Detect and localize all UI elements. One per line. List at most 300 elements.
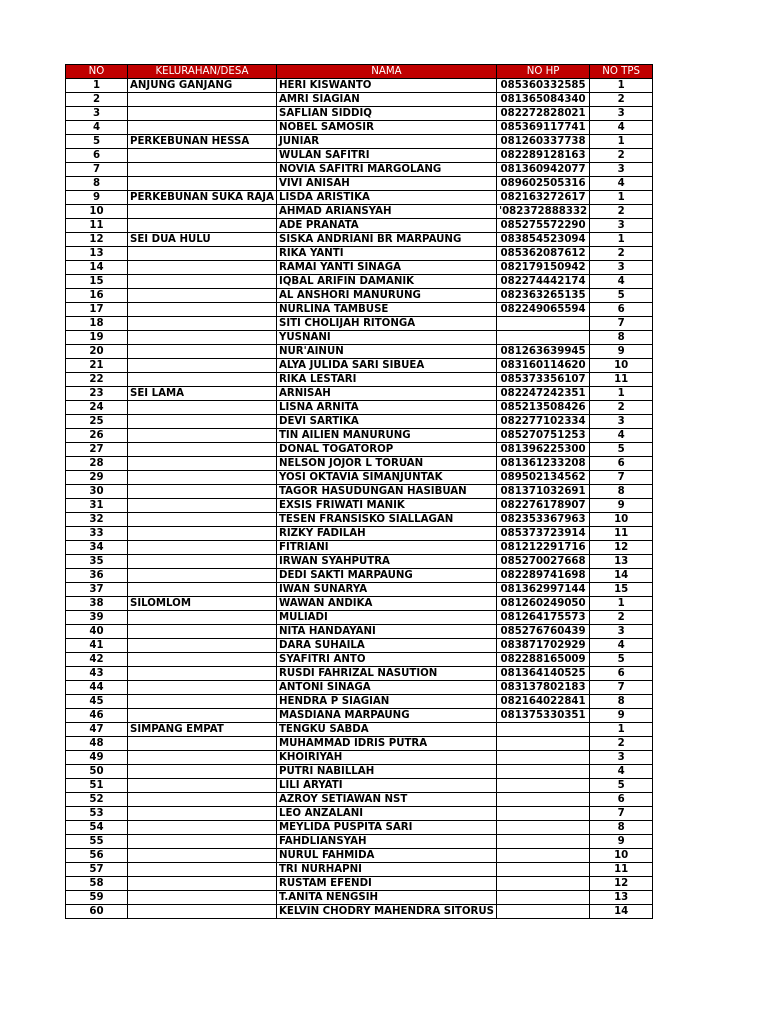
cell-kelurahan: SIMPANG EMPAT (128, 723, 277, 737)
cell-no: 2 (66, 93, 128, 107)
cell-nama: MUHAMMAD IDRIS PUTRA (276, 737, 496, 751)
cell-no: 43 (66, 667, 128, 681)
cell-no: 20 (66, 345, 128, 359)
cell-nama: RUSTAM EFENDI (276, 877, 496, 891)
cell-nama: DARA SUHAILA (276, 639, 496, 653)
cell-nama: ADE PRANATA (276, 219, 496, 233)
table-row (66, 331, 653, 345)
cell-nama: FAHDLIANSYAH (276, 835, 496, 849)
cell-no-hp (496, 751, 589, 765)
table-row (66, 317, 653, 331)
cell-no-tps: 1 (590, 79, 653, 93)
cell-no-tps: 1 (590, 135, 653, 149)
cell-no-hp: 085276760439 (496, 625, 589, 639)
cell-no: 47 (66, 723, 128, 737)
table-row (66, 639, 653, 653)
cell-kelurahan: PERKEBUNAN HESSA (128, 135, 277, 149)
cell-no-tps: 6 (590, 667, 653, 681)
cell-nama: AL ANSHORI MANURUNG (276, 289, 496, 303)
cell-kelurahan (128, 429, 277, 443)
cell-nama: TAGOR HASUDUNGAN HASIBUAN (276, 485, 496, 499)
cell-no-hp (496, 765, 589, 779)
cell-no-hp: 085275572290 (496, 219, 589, 233)
cell-no-tps: 2 (590, 737, 653, 751)
header-nama: NAMA (276, 65, 496, 79)
cell-no: 54 (66, 821, 128, 835)
header-row (66, 65, 653, 79)
cell-no: 19 (66, 331, 128, 345)
cell-no: 23 (66, 387, 128, 401)
cell-nama: IQBAL ARIFIN DAMANIK (276, 275, 496, 289)
cell-no-hp: 082289741698 (496, 569, 589, 583)
cell-kelurahan: ANJUNG GANJANG (128, 79, 277, 93)
table-row (66, 821, 653, 835)
cell-no-hp: 082164022841 (496, 695, 589, 709)
table-row (66, 849, 653, 863)
header-no: NO (66, 65, 128, 79)
cell-no-hp (496, 723, 589, 737)
cell-no-hp: 081396225300 (496, 443, 589, 457)
table-row (66, 275, 653, 289)
cell-no-hp: 085213508426 (496, 401, 589, 415)
table-row (66, 793, 653, 807)
table-row (66, 415, 653, 429)
table-row (66, 485, 653, 499)
cell-no-tps: 3 (590, 219, 653, 233)
cell-kelurahan (128, 513, 277, 527)
cell-no-tps: 1 (590, 233, 653, 247)
cell-no-tps: 12 (590, 877, 653, 891)
cell-no-hp: 081361233208 (496, 457, 589, 471)
cell-nama: LEO ANZALANI (276, 807, 496, 821)
cell-no-tps: 3 (590, 751, 653, 765)
table-header (66, 65, 653, 79)
cell-no-tps: 11 (590, 373, 653, 387)
table-row (66, 555, 653, 569)
cell-no-hp: 085270751253 (496, 429, 589, 443)
cell-no-tps: 15 (590, 583, 653, 597)
cell-no: 50 (66, 765, 128, 779)
cell-nama: NUR'AINUN (276, 345, 496, 359)
data-table (65, 64, 653, 919)
table-row (66, 625, 653, 639)
table-row (66, 471, 653, 485)
table-row (66, 457, 653, 471)
cell-no: 33 (66, 527, 128, 541)
table-row (66, 205, 653, 219)
cell-no-hp: 082288165009 (496, 653, 589, 667)
cell-no-tps: 1 (590, 597, 653, 611)
cell-no-hp: 082277102334 (496, 415, 589, 429)
cell-no-tps: 9 (590, 345, 653, 359)
cell-nama: KHOIRIYAH (276, 751, 496, 765)
table-row (66, 107, 653, 121)
cell-no: 10 (66, 205, 128, 219)
cell-nama: FITRIANI (276, 541, 496, 555)
cell-no: 5 (66, 135, 128, 149)
cell-no-tps: 11 (590, 527, 653, 541)
table-body (66, 79, 653, 919)
cell-no: 28 (66, 457, 128, 471)
table-row (66, 779, 653, 793)
table-row (66, 303, 653, 317)
table-row (66, 709, 653, 723)
cell-no-hp: 081362997144 (496, 583, 589, 597)
cell-no: 27 (66, 443, 128, 457)
cell-no-hp: 089502134562 (496, 471, 589, 485)
table-row (66, 597, 653, 611)
cell-kelurahan (128, 443, 277, 457)
cell-nama: IWAN SUNARYA (276, 583, 496, 597)
cell-no: 7 (66, 163, 128, 177)
cell-no-hp (496, 835, 589, 849)
cell-no-tps: 4 (590, 121, 653, 135)
cell-no-hp: 085369117741 (496, 121, 589, 135)
cell-kelurahan (128, 667, 277, 681)
cell-no-hp: 089602505316 (496, 177, 589, 191)
cell-no-tps: 13 (590, 555, 653, 569)
cell-nama: VIVI ANISAH (276, 177, 496, 191)
cell-no-tps: 8 (590, 695, 653, 709)
table-row (66, 163, 653, 177)
cell-kelurahan (128, 289, 277, 303)
cell-nama: WAWAN ANDIKA (276, 597, 496, 611)
table-row (66, 527, 653, 541)
cell-no-hp: 081263639945 (496, 345, 589, 359)
cell-no: 22 (66, 373, 128, 387)
cell-nama: AHMAD ARIANSYAH (276, 205, 496, 219)
cell-no: 46 (66, 709, 128, 723)
table-row (66, 667, 653, 681)
cell-no: 48 (66, 737, 128, 751)
cell-nama: T.ANITA NENGSIH (276, 891, 496, 905)
cell-nama: PUTRI NABILLAH (276, 765, 496, 779)
cell-no: 1 (66, 79, 128, 93)
table-row (66, 863, 653, 877)
cell-no: 42 (66, 653, 128, 667)
table-row (66, 261, 653, 275)
cell-nama: TIN AILIEN MANURUNG (276, 429, 496, 443)
cell-no-tps: 7 (590, 807, 653, 821)
cell-nama: ALYA JULIDA SARI SIBUEA (276, 359, 496, 373)
cell-no-hp: 081360942077 (496, 163, 589, 177)
header-kelurahan: KELURAHAN/DESA (128, 65, 277, 79)
cell-no: 38 (66, 597, 128, 611)
cell-no-hp: 081260249050 (496, 597, 589, 611)
cell-nama: YOSI OKTAVIA SIMANJUNTAK (276, 471, 496, 485)
cell-no-tps: 1 (590, 387, 653, 401)
cell-no-hp: 083160114620 (496, 359, 589, 373)
cell-no: 13 (66, 247, 128, 261)
cell-kelurahan: SEI LAMA (128, 387, 277, 401)
cell-no-tps: 2 (590, 401, 653, 415)
cell-no-tps: 4 (590, 275, 653, 289)
cell-kelurahan (128, 205, 277, 219)
cell-kelurahan (128, 737, 277, 751)
table-row (66, 149, 653, 163)
cell-no-tps: 11 (590, 863, 653, 877)
cell-no: 16 (66, 289, 128, 303)
cell-nama: LILI ARYATI (276, 779, 496, 793)
cell-no-hp: 085373723914 (496, 527, 589, 541)
cell-kelurahan (128, 331, 277, 345)
cell-no-hp (496, 905, 589, 919)
cell-kelurahan (128, 485, 277, 499)
cell-no-tps: 9 (590, 709, 653, 723)
cell-kelurahan (128, 905, 277, 919)
cell-no-tps: 4 (590, 177, 653, 191)
cell-kelurahan (128, 751, 277, 765)
cell-kelurahan (128, 457, 277, 471)
cell-nama: DEVI SARTIKA (276, 415, 496, 429)
cell-no-hp: 085270027668 (496, 555, 589, 569)
cell-no-tps: 5 (590, 779, 653, 793)
table-row (66, 723, 653, 737)
cell-no-hp: 085360332585 (496, 79, 589, 93)
cell-kelurahan (128, 499, 277, 513)
cell-no-hp: 082247242351 (496, 387, 589, 401)
cell-nama: RAMAI YANTI SINAGA (276, 261, 496, 275)
cell-nama: TRI NURHAPNI (276, 863, 496, 877)
cell-no: 35 (66, 555, 128, 569)
cell-nama: AZROY SETIAWAN NST (276, 793, 496, 807)
cell-no: 30 (66, 485, 128, 499)
cell-kelurahan (128, 877, 277, 891)
cell-no-hp (496, 891, 589, 905)
cell-kelurahan (128, 247, 277, 261)
table-row (66, 765, 653, 779)
table-row (66, 177, 653, 191)
cell-kelurahan (128, 891, 277, 905)
cell-kelurahan (128, 779, 277, 793)
cell-no-tps: 1 (590, 723, 653, 737)
cell-nama: KELVIN CHODRY MAHENDRA SITORUS (276, 905, 496, 919)
table-row (66, 121, 653, 135)
cell-no-tps: 9 (590, 835, 653, 849)
cell-no-tps: 13 (590, 891, 653, 905)
cell-no-tps: 14 (590, 905, 653, 919)
cell-no-tps: 8 (590, 821, 653, 835)
cell-kelurahan (128, 793, 277, 807)
cell-no-hp: 083871702929 (496, 639, 589, 653)
cell-kelurahan (128, 849, 277, 863)
cell-kelurahan (128, 359, 277, 373)
cell-nama: RIKA LESTARI (276, 373, 496, 387)
cell-no-tps: 2 (590, 205, 653, 219)
cell-kelurahan (128, 163, 277, 177)
cell-kelurahan: PERKEBUNAN SUKA RAJA (128, 191, 277, 205)
cell-no-hp (496, 849, 589, 863)
cell-no-hp: 081212291716 (496, 541, 589, 555)
cell-no: 41 (66, 639, 128, 653)
cell-kelurahan (128, 807, 277, 821)
cell-no: 58 (66, 877, 128, 891)
cell-kelurahan (128, 863, 277, 877)
cell-no-tps: 7 (590, 317, 653, 331)
cell-no-tps: 4 (590, 639, 653, 653)
cell-no-tps: 14 (590, 569, 653, 583)
cell-kelurahan: SILOMLOM (128, 597, 277, 611)
cell-no-tps: 2 (590, 611, 653, 625)
cell-no-tps: 3 (590, 107, 653, 121)
cell-no: 51 (66, 779, 128, 793)
cell-nama: RIKA YANTI (276, 247, 496, 261)
cell-kelurahan (128, 541, 277, 555)
cell-no: 37 (66, 583, 128, 597)
table-row (66, 247, 653, 261)
table-row (66, 289, 653, 303)
cell-no: 57 (66, 863, 128, 877)
cell-no-tps: 12 (590, 541, 653, 555)
cell-kelurahan (128, 821, 277, 835)
cell-no: 52 (66, 793, 128, 807)
cell-no-hp (496, 793, 589, 807)
cell-kelurahan (128, 401, 277, 415)
table-row (66, 653, 653, 667)
cell-kelurahan (128, 555, 277, 569)
cell-nama: ARNISAH (276, 387, 496, 401)
table-row (66, 387, 653, 401)
cell-nama: MEYLIDA PUSPITA SARI (276, 821, 496, 835)
cell-nama: TENGKU SABDA (276, 723, 496, 737)
cell-nama: MASDIANA MARPAUNG (276, 709, 496, 723)
cell-no-hp (496, 317, 589, 331)
cell-no-tps: 3 (590, 625, 653, 639)
table-row (66, 891, 653, 905)
cell-kelurahan (128, 611, 277, 625)
table-row (66, 401, 653, 415)
cell-no: 55 (66, 835, 128, 849)
table-row (66, 345, 653, 359)
cell-no-tps: 2 (590, 247, 653, 261)
cell-nama: EXSIS FRIWATI MANIK (276, 499, 496, 513)
cell-no-hp (496, 807, 589, 821)
cell-no-hp (496, 877, 589, 891)
cell-no-hp: '082372888332 (496, 205, 589, 219)
cell-nama: NOBEL SAMOSIR (276, 121, 496, 135)
cell-no: 59 (66, 891, 128, 905)
cell-kelurahan (128, 317, 277, 331)
cell-no: 17 (66, 303, 128, 317)
cell-no-tps: 1 (590, 191, 653, 205)
cell-nama: SISKA ANDRIANI BR MARPAUNG (276, 233, 496, 247)
cell-no-hp: 083137802183 (496, 681, 589, 695)
cell-no: 25 (66, 415, 128, 429)
cell-no-tps: 3 (590, 261, 653, 275)
cell-kelurahan (128, 639, 277, 653)
cell-kelurahan (128, 569, 277, 583)
cell-kelurahan (128, 765, 277, 779)
cell-no-tps: 7 (590, 681, 653, 695)
cell-no-tps: 5 (590, 653, 653, 667)
cell-nama: AMRI SIAGIAN (276, 93, 496, 107)
cell-nama: LISNA ARNITA (276, 401, 496, 415)
cell-nama: LISDA ARISTIKA (276, 191, 496, 205)
cell-nama: NURUL FAHMIDA (276, 849, 496, 863)
table-row (66, 751, 653, 765)
cell-kelurahan (128, 471, 277, 485)
cell-no-hp: 082249065594 (496, 303, 589, 317)
table-row (66, 233, 653, 247)
cell-no-hp: 081364140525 (496, 667, 589, 681)
cell-nama: HERI KISWANTO (276, 79, 496, 93)
cell-no: 12 (66, 233, 128, 247)
cell-no: 9 (66, 191, 128, 205)
table-row (66, 79, 653, 93)
cell-kelurahan (128, 275, 277, 289)
table-row (66, 695, 653, 709)
table-row (66, 191, 653, 205)
cell-no-tps: 3 (590, 163, 653, 177)
cell-nama: SITI CHOLIJAH RITONGA (276, 317, 496, 331)
cell-nama: DONAL TOGATOROP (276, 443, 496, 457)
header-no-hp: NO HP (496, 65, 589, 79)
cell-no: 29 (66, 471, 128, 485)
table-row (66, 219, 653, 233)
cell-no-tps: 4 (590, 765, 653, 779)
cell-no-hp (496, 737, 589, 751)
cell-nama: IRWAN SYAHPUTRA (276, 555, 496, 569)
cell-no-tps: 10 (590, 359, 653, 373)
cell-no-hp: 081371032691 (496, 485, 589, 499)
cell-nama: SYAFITRI ANTO (276, 653, 496, 667)
cell-no-tps: 5 (590, 443, 653, 457)
table-row (66, 681, 653, 695)
cell-no-hp: 082289128163 (496, 149, 589, 163)
cell-nama: SAFLIAN SIDDIQ (276, 107, 496, 121)
cell-nama: TESEN FRANSISKO SIALLAGAN (276, 513, 496, 527)
cell-no: 44 (66, 681, 128, 695)
cell-no-hp (496, 779, 589, 793)
table-row (66, 541, 653, 555)
cell-no-hp: 081264175573 (496, 611, 589, 625)
cell-no: 21 (66, 359, 128, 373)
cell-no-tps: 2 (590, 149, 653, 163)
cell-no-hp: 081375330351 (496, 709, 589, 723)
cell-no-hp (496, 331, 589, 345)
cell-no-hp: 082353367963 (496, 513, 589, 527)
cell-no-hp: 083854523094 (496, 233, 589, 247)
cell-no: 15 (66, 275, 128, 289)
cell-no: 31 (66, 499, 128, 513)
cell-no-tps: 9 (590, 499, 653, 513)
cell-nama: ANTONI SINAGA (276, 681, 496, 695)
cell-no-hp: 081260337738 (496, 135, 589, 149)
cell-nama: NITA HANDAYANI (276, 625, 496, 639)
cell-no: 36 (66, 569, 128, 583)
cell-nama: YUSNANI (276, 331, 496, 345)
table-row (66, 807, 653, 821)
cell-no: 18 (66, 317, 128, 331)
table-row (66, 835, 653, 849)
cell-no-hp: 082363265135 (496, 289, 589, 303)
cell-no-hp: 081365084340 (496, 93, 589, 107)
table-row (66, 877, 653, 891)
cell-kelurahan (128, 835, 277, 849)
cell-no-hp: 082179150942 (496, 261, 589, 275)
cell-no: 60 (66, 905, 128, 919)
cell-kelurahan (128, 177, 277, 191)
cell-kelurahan (128, 149, 277, 163)
cell-no-hp: 082276178907 (496, 499, 589, 513)
cell-no-tps: 6 (590, 457, 653, 471)
cell-no-hp: 085362087612 (496, 247, 589, 261)
cell-nama: NOVIA SAFITRI MARGOLANG (276, 163, 496, 177)
cell-no: 4 (66, 121, 128, 135)
table-row (66, 737, 653, 751)
cell-no: 8 (66, 177, 128, 191)
cell-kelurahan (128, 681, 277, 695)
